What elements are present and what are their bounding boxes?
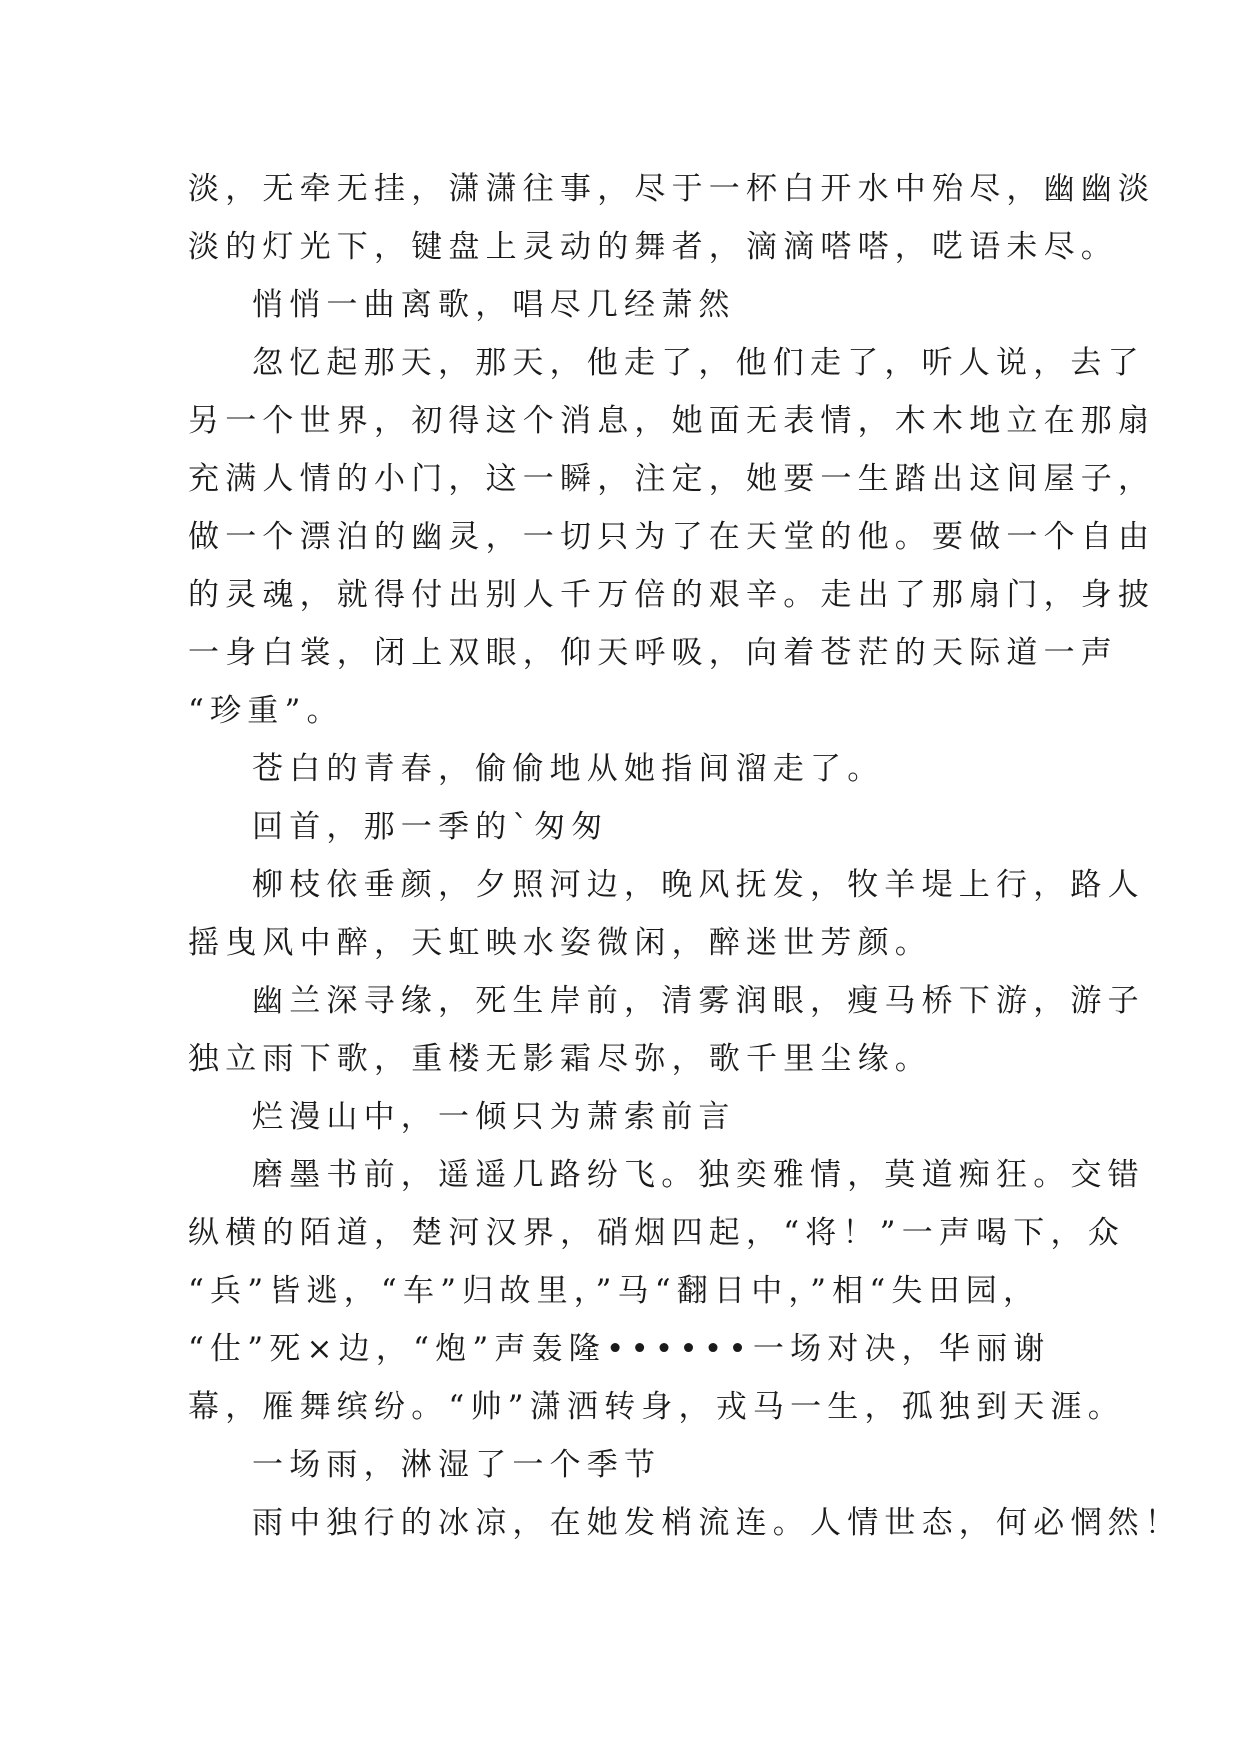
text-line: 幽兰深寻缘，死生岸前，清雾润眼，瘦马桥下游，游子 [252,983,1145,1019]
text-line: 回首，那一季的`匆匆 [252,809,609,845]
text-line: 独立雨下歌，重楼无影霜尽弥，歌千里尘缘。 [188,1041,932,1077]
text-line: 雨中独行的冰凉，在她发梢流连。人情世态，何必惘然！ [252,1505,1182,1541]
text-line: 忽忆起那天，那天，他走了，他们走了，听人说，去了 [252,345,1145,381]
text-line: “兵”皆逃，“车”归故里，”马“翻日中，”相“失田园， [188,1273,1041,1309]
text-line: “珍重”。 [188,693,344,729]
text-line: “仕”死×边，“炮”声轰隆••••••一场对决，华丽谢 [188,1331,1051,1367]
text-line: 淡，无牵无挂，潇潇往事，尽于一杯白开水中殆尽，幽幽淡 [188,171,1156,207]
text-line: 柳枝依垂颜，夕照河边，晚风抚发，牧羊堤上行，路人 [252,867,1145,903]
text-line: 一场雨，淋湿了一个季节 [252,1447,662,1483]
text-line: 的灵魂，就得付出别人千万倍的艰辛。走出了那扇门，身披 [188,577,1156,613]
text-line: 淡的灯光下，键盘上灵动的舞者，滴滴嗒嗒，呓语未尽。 [188,229,1118,265]
text-line: 做一个漂泊的幽灵，一切只为了在天堂的他。要做一个自由 [188,519,1156,555]
text-line: 摇曳风中醉，天虹映水姿微闲，醉迷世芳颜。 [188,925,932,961]
text-line: 悄悄一曲离歌，唱尽几经萧然 [252,287,736,323]
text-line: 烂漫山中，一倾只为萧索前言 [252,1099,736,1135]
text-line: 充满人情的小门，这一瞬，注定，她要一生踏出这间屋子， [188,461,1156,497]
essay-body [188,160,1182,1552]
text-line: 苍白的青春，偷偷地从她指间溜走了。 [252,751,885,787]
text-line: 磨墨书前，遥遥几路纷飞。独奕雅情，莫道痴狂。交错 [252,1157,1145,1193]
text-line: 幕，雁舞缤纷。“帅”潇洒转身，戎马一生，孤独到天涯。 [188,1389,1125,1425]
text-line: 一身白裳，闭上双眼，仰天呼吸，向着苍茫的天际道一声 [188,635,1118,671]
text-line: 纵横的陌道，楚河汉界，硝烟四起，“将！”一声喝下，众 [188,1215,1125,1251]
text-line: 另一个世界，初得这个消息，她面无表情，木木地立在那扇 [188,403,1156,439]
